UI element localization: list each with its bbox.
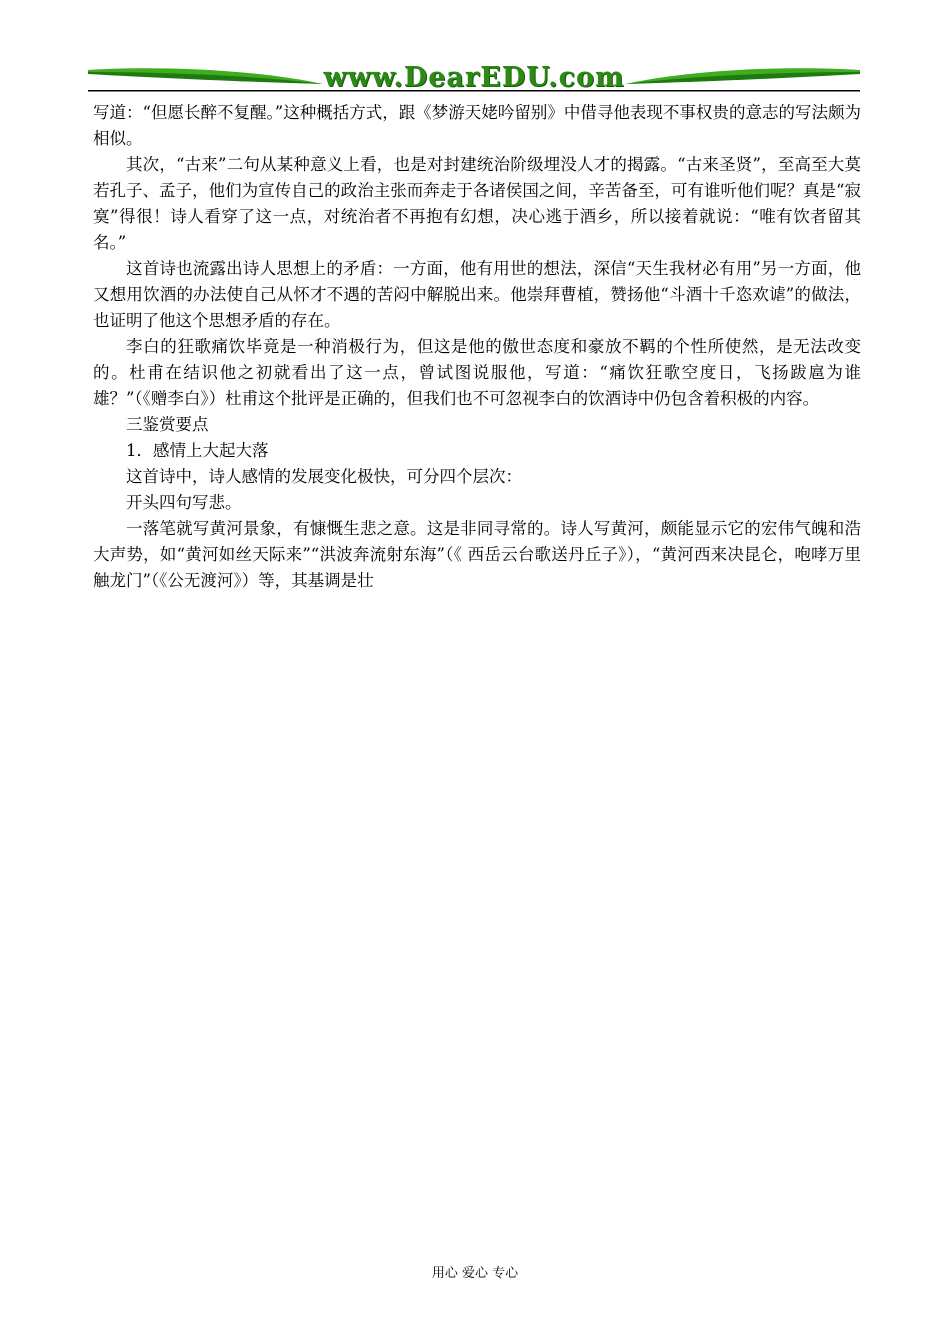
paragraph: 写道：“但愿长醉不复醒。”这种概括方式，跟《梦游天姥吟留别》中借寻他表现不事权贵的意志的写法颇为相似。 <box>93 103 861 148</box>
site-header <box>88 60 860 96</box>
subsection-heading: 1．感情上大起大落 <box>126 441 269 460</box>
paragraph: 这首诗中，诗人感情的发展变化极快，可分四个层次： <box>126 467 522 486</box>
document-body <box>93 100 861 594</box>
paragraph: 开头四句写悲。 <box>126 493 242 512</box>
site-logo-text: www.DearEDU.com <box>323 62 625 93</box>
paragraph: 这首诗也流露出诗人思想上的矛盾：一方面，他有用世的想法，深信“天生我材必有用”另一方面，他又想用饮酒的办法使自己从怀才不遇的苦闷中解脱出来。他崇拜曹植，赞扬他“斗酒十千恣欢谑”的做法，也证明了他这个思想矛盾的存在。 <box>93 259 861 330</box>
paragraph: 李白的狂歌痛饮毕竟是一种消极行为，但这是他的傲世态度和豪放不羁的个性所使然，是无法改变的。杜甫在结识他之初就看出了这一点，曾试图说服他，写道：“痛饮狂歌空度日，飞扬跋扈为谁雄？”（《赠李白》）杜甫这个批评是正确的，但我们也不可忽视李白的饮酒诗中仍包含着积极的内容。 <box>93 337 861 408</box>
page-footer: 用心 爱心 专心 <box>431 1266 519 1281</box>
section-heading: 三鉴赏要点 <box>126 415 209 434</box>
paragraph: 一落笔就写黄河景象，有慷慨生悲之意。这是非同寻常的。诗人写黄河，颇能显示它的宏伟气魄和浩大声势，如“黄河如丝天际来”“洪波奔流射东海”（《 西岳云台歌送丹丘子》），“黄河西来决昆仑，咆哮万里触龙门”（《公无渡河》）等，其基调是壮 <box>93 519 861 590</box>
paragraph: 其次，“古来”二句从某种意义上看，也是对封建统治阶级埋没人才的揭露。“古来圣贤”，至高至大莫若孔子、孟子，他们为宣传自己的政治主张而奔走于各诸侯国之间，辛苦备至，可有谁听他们呢？真是“寂寞”得很！诗人看穿了这一点，对统治者不再抱有幻想，决心逃于酒乡，所以接着就说：“唯有饮者留其名。” <box>93 155 861 252</box>
